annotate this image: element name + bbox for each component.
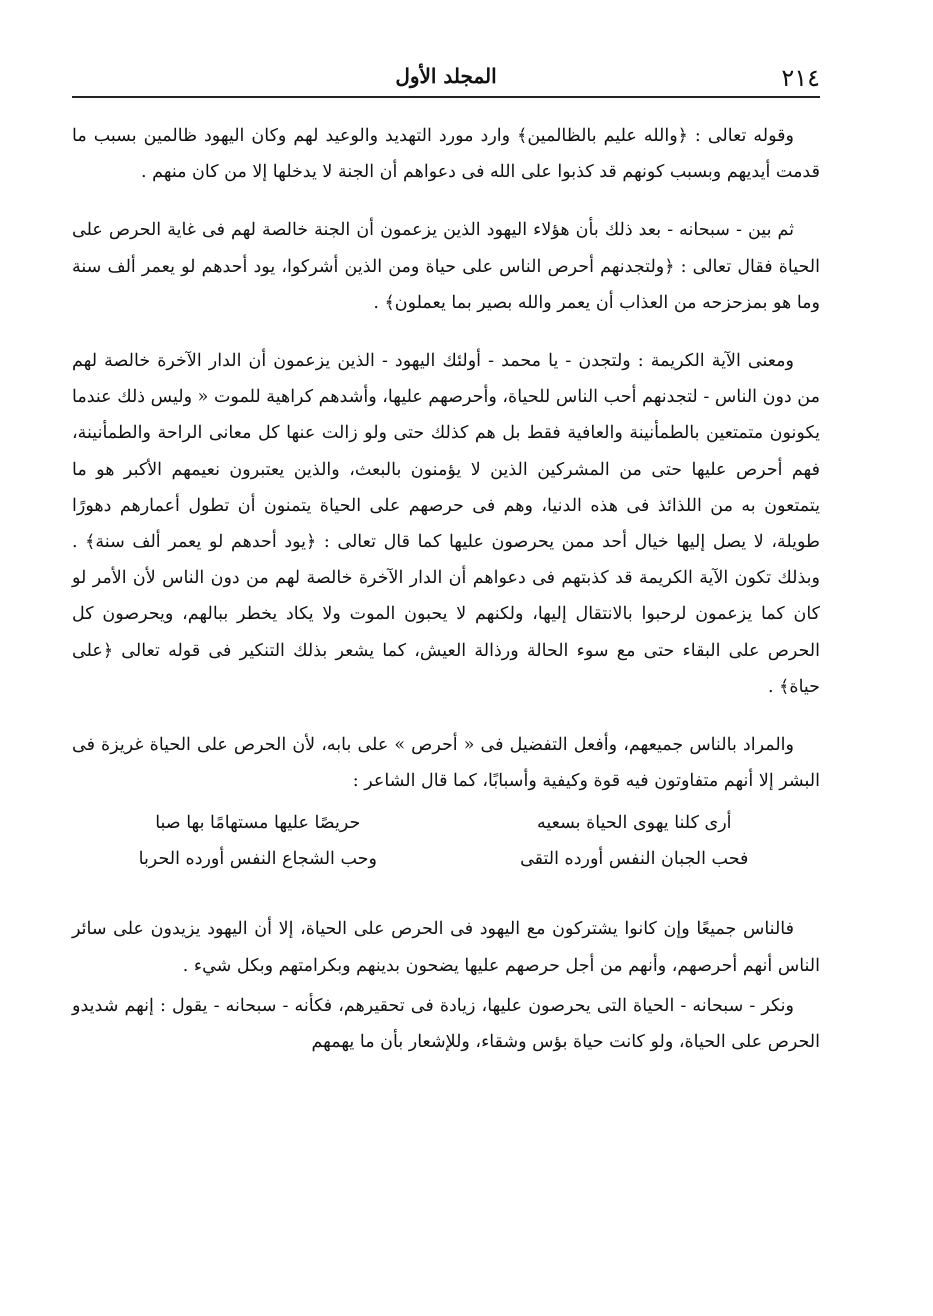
paragraph: والمراد بالناس جميعهم، وأفعل التفضيل فى « أحرص » على بابه، لأن الحرص على الحياة غريزة فى البشر إلا أنهم متفاوتون فيه قوة وكيفية وأسبابًا، كما قال الشاعر : <box>72 735 820 792</box>
paragraph: فالناس جميعًا وإن كانوا يشتركون مع اليهود فى الحرص على الحياة، إلا أن اليهود يزيدون على سائر الناس أنهم أحرصهم، وأنهم من أجل حرصهم عليها يضحون بدينهم وبكرامتهم وبكل شيء . <box>72 919 820 976</box>
poem-verse <box>84 841 808 877</box>
poem <box>72 805 820 877</box>
header-rule <box>72 96 820 98</box>
paragraph: ومعنى الآية الكريمة : ولتجدن - يا محمد - أولئك اليهود - الذين يزعمون أن الدار الآخرة خالصة لهم من دون الناس - لتجدنهم أحب الناس للحياة، وأحرصهم عليها، وأشدهم كراهية للموت « وليس ذلك عندما يكونون متمتعين بالطمأنينة والعافية فقط بل هم كذلك حتى ولو زالت عنها كل معانى الراحة والطمأنينة، فهم أحرص عليها حتى من المشركين الذين لا يؤمنون بالبعث، والذين يعتبرون نعيمهم الأكبر هو ما يتمتعون به من اللذائذ فى هذه الدنيا، وهم فى حرصهم على الحياة يتمنون أن تطول أعمارهم دهورًا طويلة، لا يصل إليها خيال أحد ممن يحرصون عليها كما قال تعالى : ﴿يود أحدهم لو يعمر ألف سنة﴾ . وبذلك تكون الآية الكريمة قد كذبتهم فى دعواهم أن الدار الآخرة خالصة لهم من دون الناس لأن الأمر لو كان كما يزعمون لرحبوا بالانتقال إليها، ولكنهم لا يحبون الموت ولا يكاد يخطر ببالهم، ويحرصون كل الحرص على البقاء حتى مع سوء الحالة ورذالة العيش، كما يشعر بذلك التنكير فى قوله تعالى ﴿على حياة﴾ . <box>72 351 820 697</box>
page-header <box>72 58 820 96</box>
paragraph: ثم بين - سبحانه - بعد ذلك بأن هؤلاء اليهود الذين يزعمون أن الجنة خالصة لهم فى غاية الحرص على الحياة فقال تعالى : ﴿ولتجدنهم أحرص الناس على حياة ومن الذين أشركوا، يود أحدهم لو يعمر ألف سنة وما هو بمزحزحه من العذاب أن يعمر والله بصير بما يعملون﴾ . <box>72 220 820 313</box>
poem-hemistich-first: فحب الجبان النفس أورده التقى <box>520 849 749 870</box>
paragraph: وقوله تعالى : ﴿والله عليم بالظالمين﴾ وارد مورد التهديد والوعيد لهم وكان اليهود ظالمين بسبب ما قدمت أيديهم وبسبب كونهم قد كذبوا على الله فى دعواهم أن الجنة لا يدخلها إلا من كان منهم . <box>72 126 820 183</box>
poem-hemistich-second: وحب الشجاع النفس أورده الحربا <box>138 849 377 870</box>
volume-title: المجلد الأول <box>395 64 497 88</box>
page-body <box>72 118 820 1082</box>
poem-hemistich-first: أرى كلنا يهوى الحياة بسعيه <box>536 813 732 834</box>
poem-hemistich-second: حريصًا عليها مستهامًا بها صبا <box>155 813 361 834</box>
poem-verse <box>84 805 808 841</box>
page-number: ٢١٤ <box>781 64 820 92</box>
paragraph: ونكر - سبحانه - الحياة التى يحرصون عليها، زيادة فى تحقيرهم، فكأنه - سبحانه - يقول : إنهم شديدو الحرص على الحياة، ولو كانت حياة بؤس وشقاء، وللإشعار بأن ما يهمهم <box>72 995 820 1053</box>
